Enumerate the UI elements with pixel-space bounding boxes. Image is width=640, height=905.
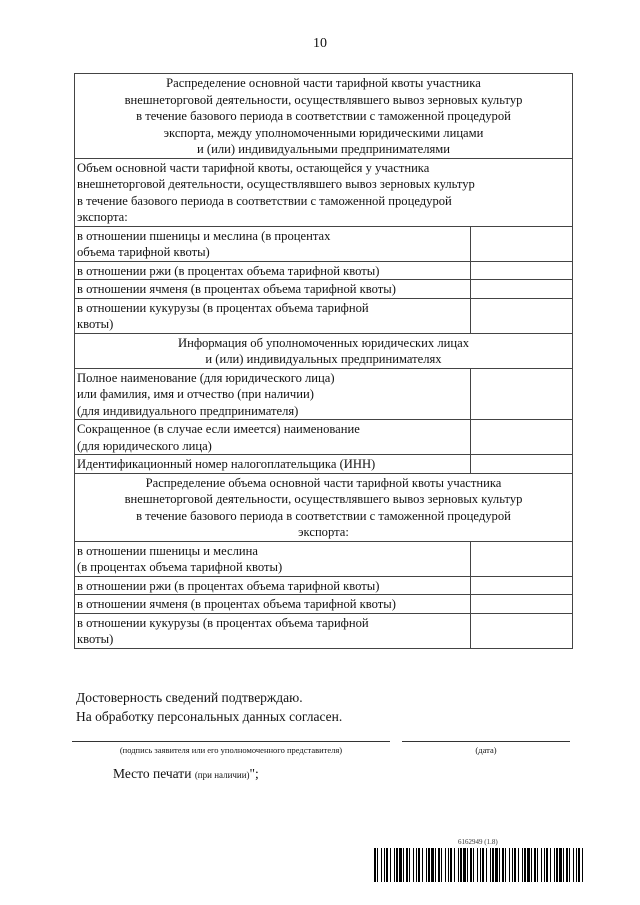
confirmation-line-consent: На обработку персональных данных согласен. (76, 709, 343, 724)
barcode-bar (406, 848, 408, 882)
barcode-bar (445, 848, 446, 882)
confirmation-line-accuracy: Достоверность сведений подтверждаю. (76, 690, 303, 705)
barcode-bar (422, 848, 423, 882)
barcode-bar (566, 848, 568, 882)
barcode-bar (473, 848, 474, 882)
field-label-cell: Идентификационный номер налогоплательщика (ИНН) (75, 455, 471, 474)
barcode-bar (381, 848, 382, 882)
barcode-bar (448, 848, 449, 882)
barcode-bar (390, 848, 391, 882)
section-intro-cell: Объем основной части тарифной квоты, остающейся у участника внешнеторговой деятельности, осуществлявшего вывоз зерновых культур в течение базового периода в соответствии с таможенной процедурой экспорта: (75, 158, 573, 226)
barcode-bar (486, 848, 487, 882)
barcode-bar (467, 848, 468, 882)
barcode-bar (490, 848, 491, 882)
field-value-cell[interactable] (471, 455, 573, 474)
barcode-bar (537, 848, 538, 882)
table-row (75, 455, 573, 474)
barcode-bar (460, 848, 462, 882)
signature-line[interactable] (72, 741, 390, 742)
table-row (75, 226, 573, 261)
table-row (75, 261, 573, 280)
barcode-bar (463, 848, 466, 882)
field-value-cell[interactable] (471, 298, 573, 333)
barcode-bar (477, 848, 478, 882)
barcode-bar (559, 848, 562, 882)
field-value-cell[interactable] (471, 420, 573, 455)
barcode-bar (482, 848, 484, 882)
field-value-cell[interactable] (471, 368, 573, 420)
field-value-cell[interactable] (471, 280, 573, 299)
stamp-label: Место печати (113, 766, 192, 781)
barcode-bar (409, 848, 410, 882)
barcode-bar (441, 848, 442, 882)
table-row (75, 541, 573, 576)
barcode-bar (438, 848, 440, 882)
field-value-cell[interactable] (471, 261, 573, 280)
field-label-cell: Сокращенное (в случае если имеется) наименование (для юридического лица) (75, 420, 471, 455)
document-code: 6162949 (1.8) (458, 838, 498, 846)
barcode-bar (394, 848, 395, 882)
barcode-bar (569, 848, 570, 882)
table-row (75, 74, 573, 159)
barcode-bar (403, 848, 404, 882)
barcode-bar (470, 848, 472, 882)
quota-distribution-table (74, 73, 573, 649)
barcode-bar (431, 848, 434, 882)
barcode-bar (531, 848, 532, 882)
stamp-note: (при наличии) (194, 770, 250, 780)
barcode-bar (512, 848, 513, 882)
barcode-bar (374, 848, 376, 882)
barcode-image (374, 848, 586, 882)
barcode-bar (399, 848, 402, 882)
barcode-bar (524, 848, 526, 882)
barcode-bar (480, 848, 481, 882)
barcode-bar (509, 848, 510, 882)
barcode-bar (418, 848, 420, 882)
field-label-cell: в отношении ячменя (в процентах объема тарифной квоты) (75, 280, 471, 299)
barcode-bar (435, 848, 436, 882)
barcode-bar (396, 848, 398, 882)
table-row (75, 595, 573, 614)
barcode-bar (582, 848, 583, 882)
barcode-bar (541, 848, 542, 882)
page-number: 10 (313, 36, 327, 51)
field-label-cell: в отношении пшеницы и меслина (в процентах объема тарифной квоты) (75, 541, 471, 576)
stamp-suffix: "; (249, 766, 259, 781)
barcode-bar (454, 848, 455, 882)
barcode-bar (578, 848, 580, 882)
barcode-bar (505, 848, 506, 882)
barcode-bar (554, 848, 555, 882)
field-value-cell[interactable] (471, 595, 573, 614)
table-row (75, 473, 573, 541)
table-row (75, 576, 573, 595)
table-row (75, 280, 573, 299)
table-row (75, 613, 573, 648)
barcode-bar (563, 848, 564, 882)
section-header-cell: Информация об уполномоченных юридических лицах и (или) индивидуальных предпринимателях (75, 333, 573, 368)
barcode-bar (556, 848, 558, 882)
field-label-cell: в отношении кукурузы (в процентах объема тарифной квоты) (75, 298, 471, 333)
barcode-bar (522, 848, 523, 882)
table-row (75, 298, 573, 333)
barcode-bar (384, 848, 385, 882)
barcode-bar (544, 848, 545, 882)
section-header-cell: Распределение основной части тарифной квоты участника внешнеторговой деятельности, осуществлявшего вывоз зерновых культур в течение базового периода в соответствии с таможенной процедурой экспорта, между уполномоченными юридическими лицами и (или) индивидуальными предпринимателями (75, 74, 573, 159)
barcode-bar (450, 848, 452, 882)
barcode-bar (426, 848, 427, 882)
barcode-bar (458, 848, 459, 882)
table-row (75, 333, 573, 368)
field-value-cell[interactable] (471, 613, 573, 648)
table-row (75, 420, 573, 455)
barcode-bar (428, 848, 430, 882)
field-label-cell: в отношении кукурузы (в процентах объема тарифной квоты) (75, 613, 471, 648)
barcode-bar (514, 848, 516, 882)
field-value-cell[interactable] (471, 541, 573, 576)
barcode-bar (546, 848, 548, 882)
barcode-bar (573, 848, 574, 882)
table-row (75, 158, 573, 226)
date-caption: (дата) (475, 745, 497, 755)
barcode-bar (492, 848, 494, 882)
barcode-bar (377, 848, 378, 882)
table-row (75, 368, 573, 420)
barcode-bar (413, 848, 414, 882)
barcode-bar (518, 848, 519, 882)
confirmation-block (76, 688, 342, 726)
barcode-bar (527, 848, 530, 882)
barcode-bar (534, 848, 536, 882)
field-label-cell: в отношении ржи (в процентах объема тарифной квоты) (75, 576, 471, 595)
barcode-bar (502, 848, 504, 882)
field-label-cell: в отношении пшеницы и меслина (в процентах объема тарифной квоты) (75, 226, 471, 261)
stamp-place (113, 766, 259, 782)
field-value-cell[interactable] (471, 226, 573, 261)
barcode-bar (576, 848, 577, 882)
field-value-cell[interactable] (471, 576, 573, 595)
barcode-bar (499, 848, 500, 882)
barcode-bar (416, 848, 417, 882)
barcode-bar (386, 848, 388, 882)
date-line[interactable] (402, 741, 570, 742)
barcode-bar (495, 848, 498, 882)
barcode-bar (550, 848, 551, 882)
field-label-cell: в отношении ячменя (в процентах объема тарифной квоты) (75, 595, 471, 614)
section-header-cell: Распределение объема основной части тарифной квоты участника внешнеторговой деятельности, осуществлявшего вывоз зерновых культур в течение базового периода в соответствии с таможенной процедурой экспорта: (75, 473, 573, 541)
signature-caption: (подпись заявителя или его уполномоченного представителя) (119, 745, 343, 755)
field-label-cell: в отношении ржи (в процентах объема тарифной квоты) (75, 261, 471, 280)
field-label-cell: Полное наименование (для юридического лица) или фамилия, имя и отчество (при наличии) (для индивидуального предпринимателя) (75, 368, 471, 420)
